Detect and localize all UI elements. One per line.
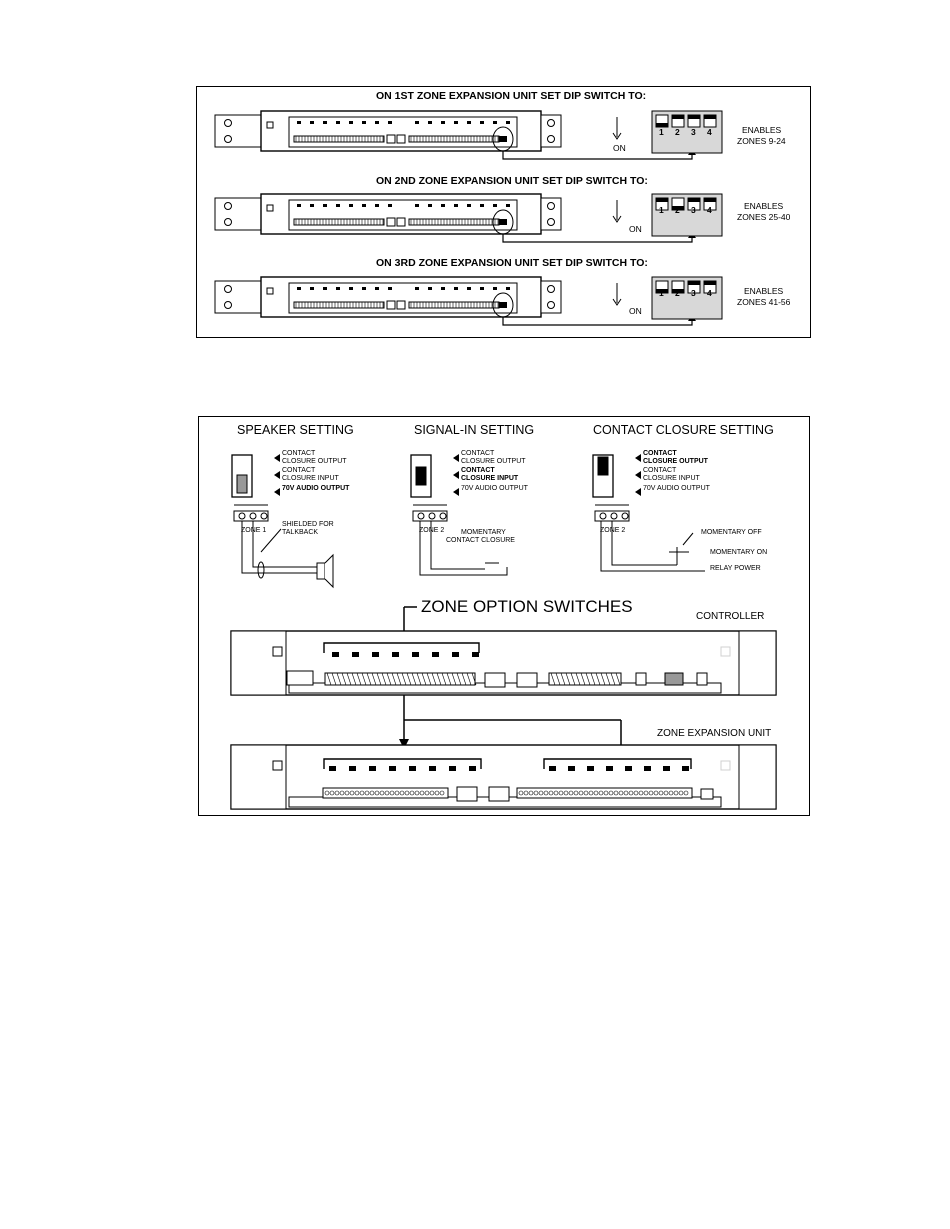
option-switch-dot (362, 121, 366, 124)
option-switch-dot (362, 287, 366, 290)
expansion-option-switch (682, 766, 689, 771)
dip-switch-lever (688, 115, 700, 119)
speaker-opt2a: CONTACT (282, 467, 316, 474)
expansion-option-switch (625, 766, 632, 771)
option-switch-dot (441, 204, 445, 207)
contact-switch-graphic (593, 454, 641, 521)
row2-enables: ENABLES (744, 201, 784, 211)
expansion-option-switch (329, 766, 336, 771)
option-switch-dot (415, 287, 419, 290)
option-switch-dot (297, 121, 301, 124)
option-switch-dot (480, 287, 484, 290)
option-switch-dot (375, 121, 379, 124)
dip-switch-lever (704, 115, 716, 119)
row2-zones: ZONES 25-40 (737, 212, 791, 222)
row2-num2: 2 (675, 205, 680, 215)
controller-jack (697, 673, 707, 685)
row2-num1: 1 (659, 205, 664, 215)
speaker-note-b: TALKBACK (282, 529, 319, 536)
terminal-strip (294, 136, 384, 142)
dip-switch-small (499, 219, 507, 225)
row1-num2: 2 (675, 127, 680, 137)
signal-opt1a: CONTACT (461, 450, 495, 457)
option-switch-dot (441, 287, 445, 290)
expansion-rack-left-ear (231, 745, 286, 809)
speaker-icon (317, 563, 325, 579)
rack-unit-row-3 (215, 277, 722, 325)
signal-opt2b: CLOSURE INPUT (461, 475, 519, 482)
speaker-opt1b: CLOSURE OUTPUT (282, 458, 347, 465)
controller-option-switch (452, 652, 459, 657)
option-switch-dot (349, 287, 353, 290)
contact-switch-knob (598, 457, 608, 475)
rack-ear-left (215, 281, 261, 313)
dip-switch-lever (688, 198, 700, 202)
controller-option-switch (332, 652, 339, 657)
option-arrow (274, 454, 280, 462)
signal-zone: ZONE 2 (419, 527, 445, 534)
row2-title: ON 2ND ZONE EXPANSION UNIT SET DIP SWITCH TO: (376, 175, 648, 187)
row2-on-label: ON (629, 224, 642, 234)
option-switch-dot (349, 121, 353, 124)
expansion-option-switch (644, 766, 651, 771)
dip-switch-lever (688, 281, 700, 285)
option-switch-dot (375, 204, 379, 207)
option-switch-dot (336, 204, 340, 207)
option-switch-dot (349, 204, 353, 207)
terminal-strip (409, 136, 499, 142)
speaker-opt2b: CLOSURE INPUT (282, 475, 339, 482)
terminal-strip (294, 302, 384, 308)
momentary-off-arrow (683, 533, 693, 545)
expansion-option-switch (449, 766, 456, 771)
controller-terminal-strip-2 (549, 673, 621, 685)
relay-power-label: RELAY POWER (710, 565, 761, 572)
row1-num3: 3 (691, 127, 696, 137)
option-switch-dot (506, 287, 510, 290)
row3-num4: 4 (707, 288, 712, 298)
rack-unit-row-2 (215, 194, 722, 242)
controller-rack-square (273, 647, 282, 656)
zone-option-switches-label: ZONE OPTION SWITCHES (421, 597, 633, 616)
row1-title: ON 1ST ZONE EXPANSION UNIT SET DIP SWITCH TO: (376, 90, 647, 102)
option-switch-dot (336, 287, 340, 290)
option-switch-dot (493, 204, 497, 207)
row3-zones: ZONES 41-56 (737, 297, 791, 307)
option-switch-dot (310, 204, 314, 207)
option-arrow (274, 488, 280, 496)
option-switch-dot (480, 121, 484, 124)
connector (397, 301, 405, 309)
expansion-rack-square (721, 761, 730, 770)
dip-switch-small (499, 136, 507, 142)
controller-option-switch (432, 652, 439, 657)
option-switch-dot (493, 287, 497, 290)
option-switch-dot (323, 121, 327, 124)
row3-num3: 3 (691, 288, 696, 298)
rack-square (267, 205, 273, 211)
expansion-option-switch (663, 766, 670, 771)
zone-expansion-unit-label: ZONE EXPANSION UNIT (657, 728, 772, 739)
expansion-option-switch (587, 766, 594, 771)
connector (397, 218, 405, 226)
speaker-zone: ZONE 1 (241, 527, 267, 534)
dip-switch-lever (704, 198, 716, 202)
expansion-option-switch (389, 766, 396, 771)
option-arrow (453, 454, 459, 462)
option-switch-dot (454, 121, 458, 124)
speaker-note-a: SHIELDED FOR (282, 521, 334, 528)
controller-rack-left-ear (231, 631, 286, 695)
contact-closure-setting-title: CONTACT CLOSURE SETTING (593, 423, 774, 437)
expansion-rack-square (273, 761, 282, 770)
row1-enables: ENABLES (742, 125, 782, 135)
speaker-switch-graphic (232, 454, 280, 521)
row3-num2: 2 (675, 288, 680, 298)
option-arrow (635, 471, 641, 479)
option-switch-dot (467, 121, 471, 124)
expansion-dip-switch (701, 789, 713, 799)
controller-option-switch (412, 652, 419, 657)
row3-title: ON 3RD ZONE EXPANSION UNIT SET DIP SWITCH TO: (376, 257, 648, 269)
controller-rack-right-ear (739, 631, 776, 695)
option-switch-dot (297, 204, 301, 207)
rack-unit-row-1 (215, 111, 722, 159)
row1-on-label: ON (613, 143, 626, 153)
contact-opt2a: CONTACT (643, 467, 677, 474)
controller-select-switch (665, 673, 683, 685)
expansion-option-switch (409, 766, 416, 771)
contact-opt1a: CONTACT (643, 450, 677, 457)
expansion-connector (457, 787, 477, 801)
expansion-rack-right-ear (739, 745, 776, 809)
signal-note-a: MOMENTARY (461, 529, 506, 536)
option-switch-dot (388, 287, 392, 290)
zone-settings-panel (198, 416, 810, 816)
controller-connector (517, 673, 537, 687)
momentary-off-label: MOMENTARY OFF (701, 529, 762, 536)
controller-jack (636, 673, 646, 685)
connector (387, 135, 395, 143)
rack-ear-left (215, 198, 261, 230)
expansion-option-switch (469, 766, 476, 771)
option-switch-dot (336, 121, 340, 124)
contact-opt1b: CLOSURE OUTPUT (643, 458, 708, 465)
option-switch-dot (428, 287, 432, 290)
dip-switch-lever (704, 281, 716, 285)
row3-num1: 1 (659, 288, 664, 298)
signal-switch-knob (416, 467, 426, 485)
controller-connector (485, 673, 505, 687)
option-switch-dot (310, 287, 314, 290)
signal-switch-graphic (411, 454, 459, 521)
option-switch-dot (428, 204, 432, 207)
option-switch-dot (480, 204, 484, 207)
controller-rack-square (721, 647, 730, 656)
option-switch-dot (323, 287, 327, 290)
controller-label: CONTROLLER (696, 611, 765, 622)
option-switch-dot (415, 204, 419, 207)
option-switch-dot (506, 204, 510, 207)
option-switch-dot (362, 204, 366, 207)
controller-db-port (287, 671, 313, 685)
option-arrow (453, 471, 459, 479)
rack-square (267, 288, 273, 294)
signal-opt3: 70V AUDIO OUTPUT (461, 485, 528, 492)
row3-on-label: ON (629, 306, 642, 316)
expansion-option-switch (349, 766, 356, 771)
signal-opt1b: CLOSURE OUTPUT (461, 458, 526, 465)
controller-option-switch (392, 652, 399, 657)
signal-in-setting-title: SIGNAL-IN SETTING (414, 423, 535, 437)
contact-opt2b: CLOSURE INPUT (643, 475, 700, 482)
shield-loop (258, 562, 264, 578)
option-arrow (635, 488, 641, 496)
option-switch-dot (323, 204, 327, 207)
speaker-opt1a: CONTACT (282, 450, 316, 457)
row2-num3: 3 (691, 205, 696, 215)
speaker-opt3: 70V AUDIO OUTPUT (282, 485, 350, 492)
controller-option-switch (372, 652, 379, 657)
signal-note-b: CONTACT CLOSURE (446, 537, 515, 544)
row1-zones: ZONES 9-24 (737, 136, 786, 146)
option-switch-dot (467, 287, 471, 290)
row1-num1: 1 (659, 127, 664, 137)
connector (387, 218, 395, 226)
option-switch-dot (310, 121, 314, 124)
option-switch-dot (415, 121, 419, 124)
option-switch-dot (388, 121, 392, 124)
contact-opt3: 70V AUDIO OUTPUT (643, 485, 710, 492)
option-switch-dot (454, 204, 458, 207)
option-switch-dot (375, 287, 379, 290)
contact-zone: ZONE 2 (600, 527, 626, 534)
option-switch-dot (441, 121, 445, 124)
option-arrow (274, 471, 280, 479)
option-arrow (453, 488, 459, 496)
expansion-option-switch (606, 766, 613, 771)
connector (387, 301, 395, 309)
expansion-connector (489, 787, 509, 801)
option-switch-dot (467, 204, 471, 207)
option-switch-dot (388, 204, 392, 207)
option-arrow (635, 454, 641, 462)
expansion-option-switch (568, 766, 575, 771)
option-switch-dot (506, 121, 510, 124)
signal-opt2a: CONTACT (461, 467, 495, 474)
speaker-cone (325, 555, 333, 587)
rack-ear-left (215, 115, 261, 147)
speaker-switch-knob (237, 475, 247, 493)
dip-switch-small (499, 302, 507, 308)
dip-switch-panel (196, 86, 811, 338)
option-switch-dot (297, 287, 301, 290)
speaker-setting-title: SPEAKER SETTING (237, 423, 354, 437)
terminal-strip (409, 302, 499, 308)
controller-option-switch (472, 652, 479, 657)
row2-num4: 4 (707, 205, 712, 215)
dip-switch-lever (672, 115, 684, 119)
option-switch-dot (454, 287, 458, 290)
controller-option-switch (352, 652, 359, 657)
momentary-on-label: MOMENTARY ON (710, 549, 768, 556)
option-switch-dot (428, 121, 432, 124)
terminal-strip (409, 219, 499, 225)
expansion-option-switch (369, 766, 376, 771)
terminal-strip (294, 219, 384, 225)
row1-num4: 4 (707, 127, 712, 137)
row3-enables: ENABLES (744, 286, 784, 296)
option-switch-dot (493, 121, 497, 124)
rack-square (267, 122, 273, 128)
connector (397, 135, 405, 143)
expansion-option-switch (549, 766, 556, 771)
dip-switch-drawing (197, 87, 810, 337)
dip-switch-lever (656, 198, 668, 202)
expansion-option-switch (429, 766, 436, 771)
